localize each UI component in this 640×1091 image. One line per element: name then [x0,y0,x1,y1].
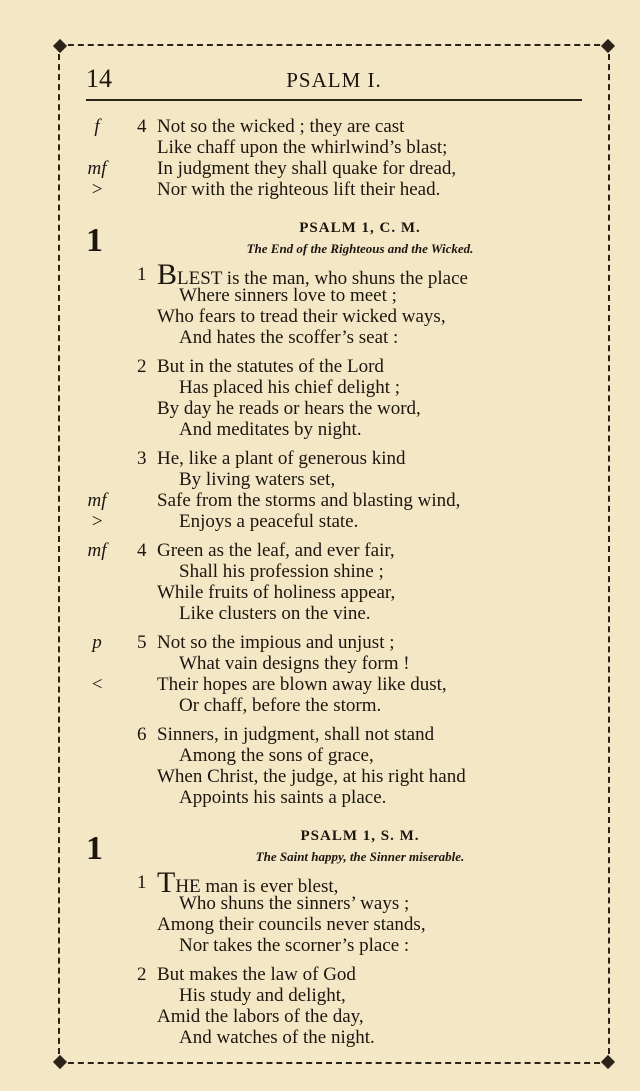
verse-line: Green as the leaf, and ever fair, [157,540,395,561]
dynamic-mark: mf [87,540,107,561]
verse-line: When Christ, the judge, at his right hand [157,766,466,787]
verse-line: And hates the scoffer’s seat : [179,327,399,348]
header-rule [86,99,582,101]
verse-line: Shall his profession shine ; [179,561,384,582]
verse-number: 3 [137,448,147,469]
verse-line: Safe from the storms and blasting wind, [157,490,461,511]
verse-line: Like clusters on the vine. [179,603,371,624]
hymn-subtitle: The Saint happy, the Sinner miserable. [255,849,465,864]
page-title: PSALM I. [286,68,382,92]
page-number: 14 [86,64,112,93]
verse-line: Or chaff, before the storm. [179,695,382,716]
dynamic-mark: mf [87,490,107,511]
dynamic-mark: f [94,116,100,137]
hymn-number: 1 [86,222,103,259]
verse-line: But makes the law of God [157,964,356,985]
verse-number: 1 [137,872,147,893]
verse-number: 1 [137,264,147,285]
verse-line: Has placed his chief delight ; [179,377,401,398]
verse-line: Who shuns the sinners’ ways ; [179,893,410,914]
verse-line: What vain designs they form ! [179,653,410,674]
verse-line: Where sinners love to meet ; [179,285,397,306]
verse-number: 2 [137,964,147,985]
verse-line: By living waters set, [179,469,336,490]
drop-cap: B [157,258,178,291]
hymn-title: PSALM 1, C. M. [299,220,421,236]
page-header [86,64,582,104]
dynamic-mark: p [92,632,102,653]
verse-number: 4 [137,540,147,561]
verse-line: BLEST is the man, who shuns the place [157,258,468,291]
verse-line: Who fears to tread their wicked ways, [157,306,446,327]
verse-line: Enjoys a peaceful state. [179,511,359,532]
verse-line: Their hopes are blown away like dust, [157,674,447,695]
verse-number: 5 [137,632,147,653]
verse-number: 2 [137,356,147,377]
hymn-number: 1 [86,830,103,867]
verse-line: THE man is ever blest, [157,866,339,899]
verse-line: Amid the labors of the day, [157,1006,364,1027]
verse-line: By day he reads or hears the word, [157,398,421,419]
hymn-subtitle: The End of the Righteous and the Wicked. [246,241,474,256]
verse-line: Not so the impious and unjust ; [157,632,395,653]
verse-number: 4 [137,116,147,137]
verse-line: Among their councils never stands, [157,914,426,935]
verse-line: And meditates by night. [179,419,362,440]
verse-line: Nor takes the scorner’s place : [179,935,410,956]
verse-number: 6 [137,724,147,745]
hymn-title: PSALM 1, S. M. [300,828,420,844]
dynamic-mark: > [90,511,104,532]
verse-line: In judgment they shall quake for dread, [157,158,457,179]
dynamic-mark: > [90,179,104,200]
verse-line: He, like a plant of generous kind [157,448,406,469]
dynamic-mark: mf [87,158,107,179]
verse-line: Sinners, in judgment, shall not stand [157,724,435,745]
verse-line: Like chaff upon the whirlwind’s blast; [157,137,448,158]
verse-line: Appoints his saints a place. [179,787,387,808]
verse-line: But in the statutes of the Lord [157,356,384,377]
drop-cap: T [157,866,176,899]
verse-line: Nor with the righteous lift their head. [157,179,441,200]
verse-line: Not so the wicked ; they are cast [157,116,405,137]
verse-line: Among the sons of grace, [179,745,374,766]
verse-line: His study and delight, [179,985,346,1006]
verse-line: And watches of the night. [179,1027,375,1048]
dynamic-mark: < [90,674,104,695]
verse-line: While fruits of holiness appear, [157,582,396,603]
